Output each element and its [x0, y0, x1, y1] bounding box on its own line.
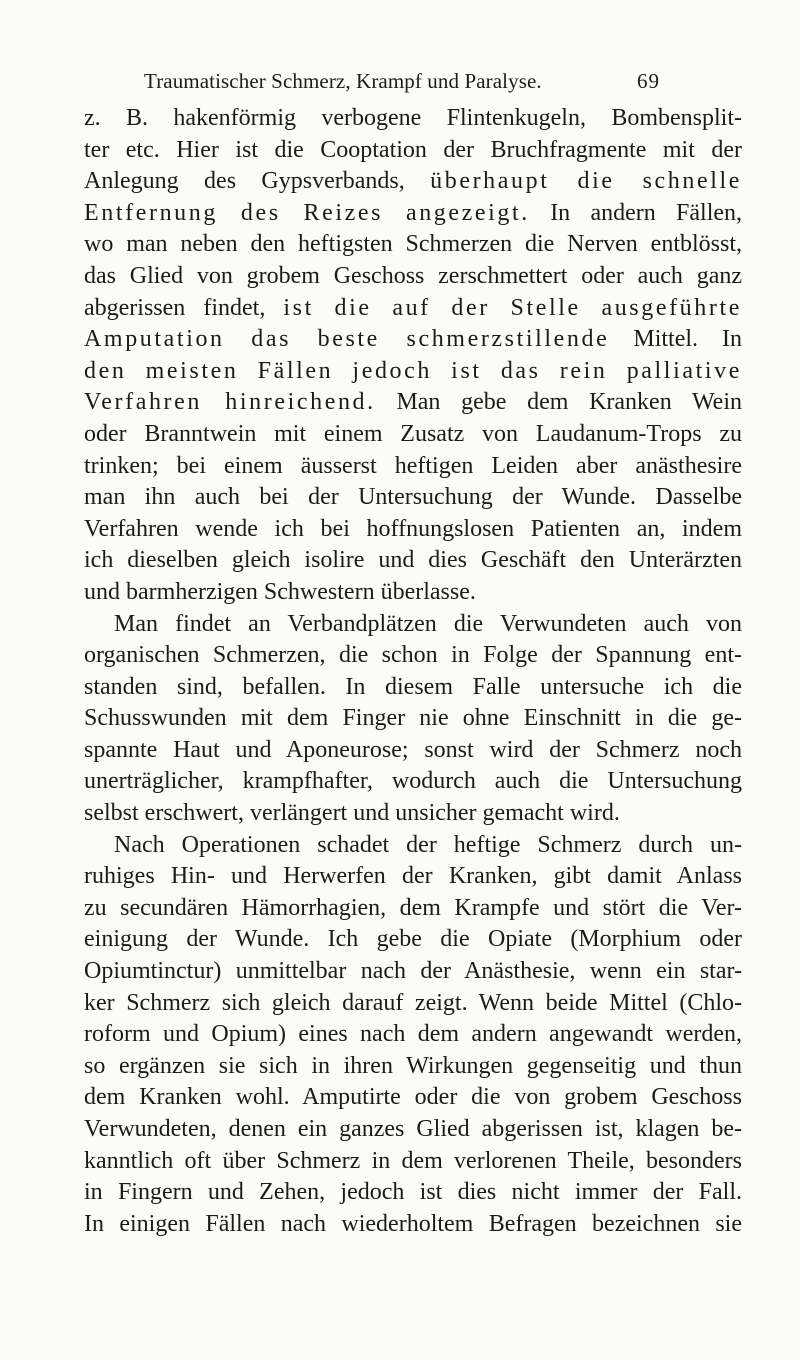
text-line: und barmherzigen Schwestern überlasse.	[84, 578, 476, 605]
text-line: organischen Schmerzen, die schon in Folge der Spannung ent-	[84, 642, 742, 669]
paragraph-3	[84, 830, 742, 1241]
emphasized-text: Amputation das beste schmerzstillende	[84, 326, 610, 353]
text-line: das Glied von grobem Geschoss zerschmettert oder auch ganz	[84, 262, 742, 289]
text-line: kanntlich oft über Schmerz in dem verlorenen Theile, besonders	[84, 1147, 742, 1174]
text-line: Verwundeten, denen ein ganzes Glied abgerissen ist, klagen be-	[84, 1116, 742, 1142]
text-line: roform und Opium) eines nach dem andern angewandt werden,	[84, 1021, 742, 1048]
text-line	[84, 387, 742, 419]
text-line	[84, 198, 742, 230]
text-line: selbst erschwert, verlängert und unsicher gemacht wird.	[84, 800, 620, 827]
running-head	[130, 66, 660, 96]
text-line: Schusswunden mit dem Finger nie ohne Einschnitt in die ge-	[84, 705, 742, 732]
text-line: zu secundären Hämorrhagien, dem Krampfe und stört die Ver-	[84, 894, 742, 921]
page-number: 69	[637, 69, 660, 93]
running-title: Traumatischer Schmerz, Krampf und Paralyse.	[144, 69, 542, 93]
text-line: standen sind, befallen. In diesem Falle untersuche ich die	[84, 673, 742, 700]
text-line: ter etc. Hier ist die Cooptation der Bruchfragmente mit der	[84, 136, 742, 163]
text-line: Man findet an Verbandplätzen die Verwundeten auch von	[114, 610, 742, 637]
body-text	[84, 103, 742, 1240]
text-line: trinken; bei einem äusserst heftigen Leiden aber anästhesire	[84, 452, 742, 479]
text-line: spannte Haut und Aponeurose; sonst wird der Schmerz noch	[84, 736, 742, 763]
text-segment: Mittel. In	[633, 326, 743, 353]
text-line: Opiumtinctur) unmittelbar nach der Anästhesie, wenn ein star-	[84, 958, 742, 985]
text-line: unerträglicher, krampfhafter, wodurch auch die Untersuchung	[84, 768, 742, 795]
emphasized-text: ist die auf der Stelle ausgeführte	[283, 294, 742, 321]
text-line: ich dieselben gleich isolire und dies Geschäft den Unterärzten	[84, 547, 742, 574]
text-line: dem Kranken wohl. Amputirte oder die von grobem Geschoss	[84, 1084, 742, 1111]
text-segment: Anlegung des Gypsverbands,	[84, 168, 405, 195]
text-line	[84, 324, 742, 356]
paragraph-1	[84, 103, 742, 609]
text-line: man ihn auch bei der Untersuchung der Wunde. Dasselbe	[84, 484, 742, 511]
text-line: wo man neben den heftigsten Schmerzen die Nerven entblösst,	[84, 231, 742, 258]
text-segment: In andern Fällen,	[550, 199, 743, 226]
text-line: ruhiges Hin- und Herwerfen der Kranken, gibt damit Anlass	[84, 863, 742, 890]
text-line: Nach Operationen schadet der heftige Schmerz durch un-	[114, 831, 742, 858]
emphasized-text: überhaupt die schnelle	[430, 168, 743, 195]
text-line: in Fingern und Zehen, jedoch ist dies nicht immer der Fall.	[84, 1179, 742, 1206]
text-segment: abgerissen findet,	[84, 294, 266, 321]
text-line	[84, 293, 742, 325]
text-line: Verfahren wende ich bei hoffnungslosen Patienten an, indem	[84, 515, 742, 542]
text-line: einigung der Wunde. Ich gebe die Opiate (Morphium oder	[84, 926, 742, 953]
text-line: so ergänzen sie sich in ihren Wirkungen gegenseitig und thun	[84, 1052, 742, 1079]
emphasized-text: Entfernung des Reizes angezeigt.	[84, 199, 530, 226]
paragraph-2	[84, 609, 742, 830]
text-line	[84, 166, 742, 198]
text-line: In einigen Fällen nach wiederholtem Befragen bezeichnen sie	[84, 1210, 742, 1237]
emphasized-text: Verfahren hinreichend.	[84, 389, 376, 416]
text-line: z. B. hakenförmig verbogene Flintenkugeln, Bombensplit-	[84, 105, 742, 131]
text-line: oder Branntwein mit einem Zusatz von Laudanum-Trops zu	[84, 420, 742, 447]
text-segment: Man gebe dem Kranken Wein	[396, 389, 742, 416]
text-line: ker Schmerz sich gleich darauf zeigt. Wenn beide Mittel (Chlo-	[84, 989, 742, 1016]
emphasized-line: den meisten Fällen jedoch ist das rein palliative	[84, 357, 742, 384]
